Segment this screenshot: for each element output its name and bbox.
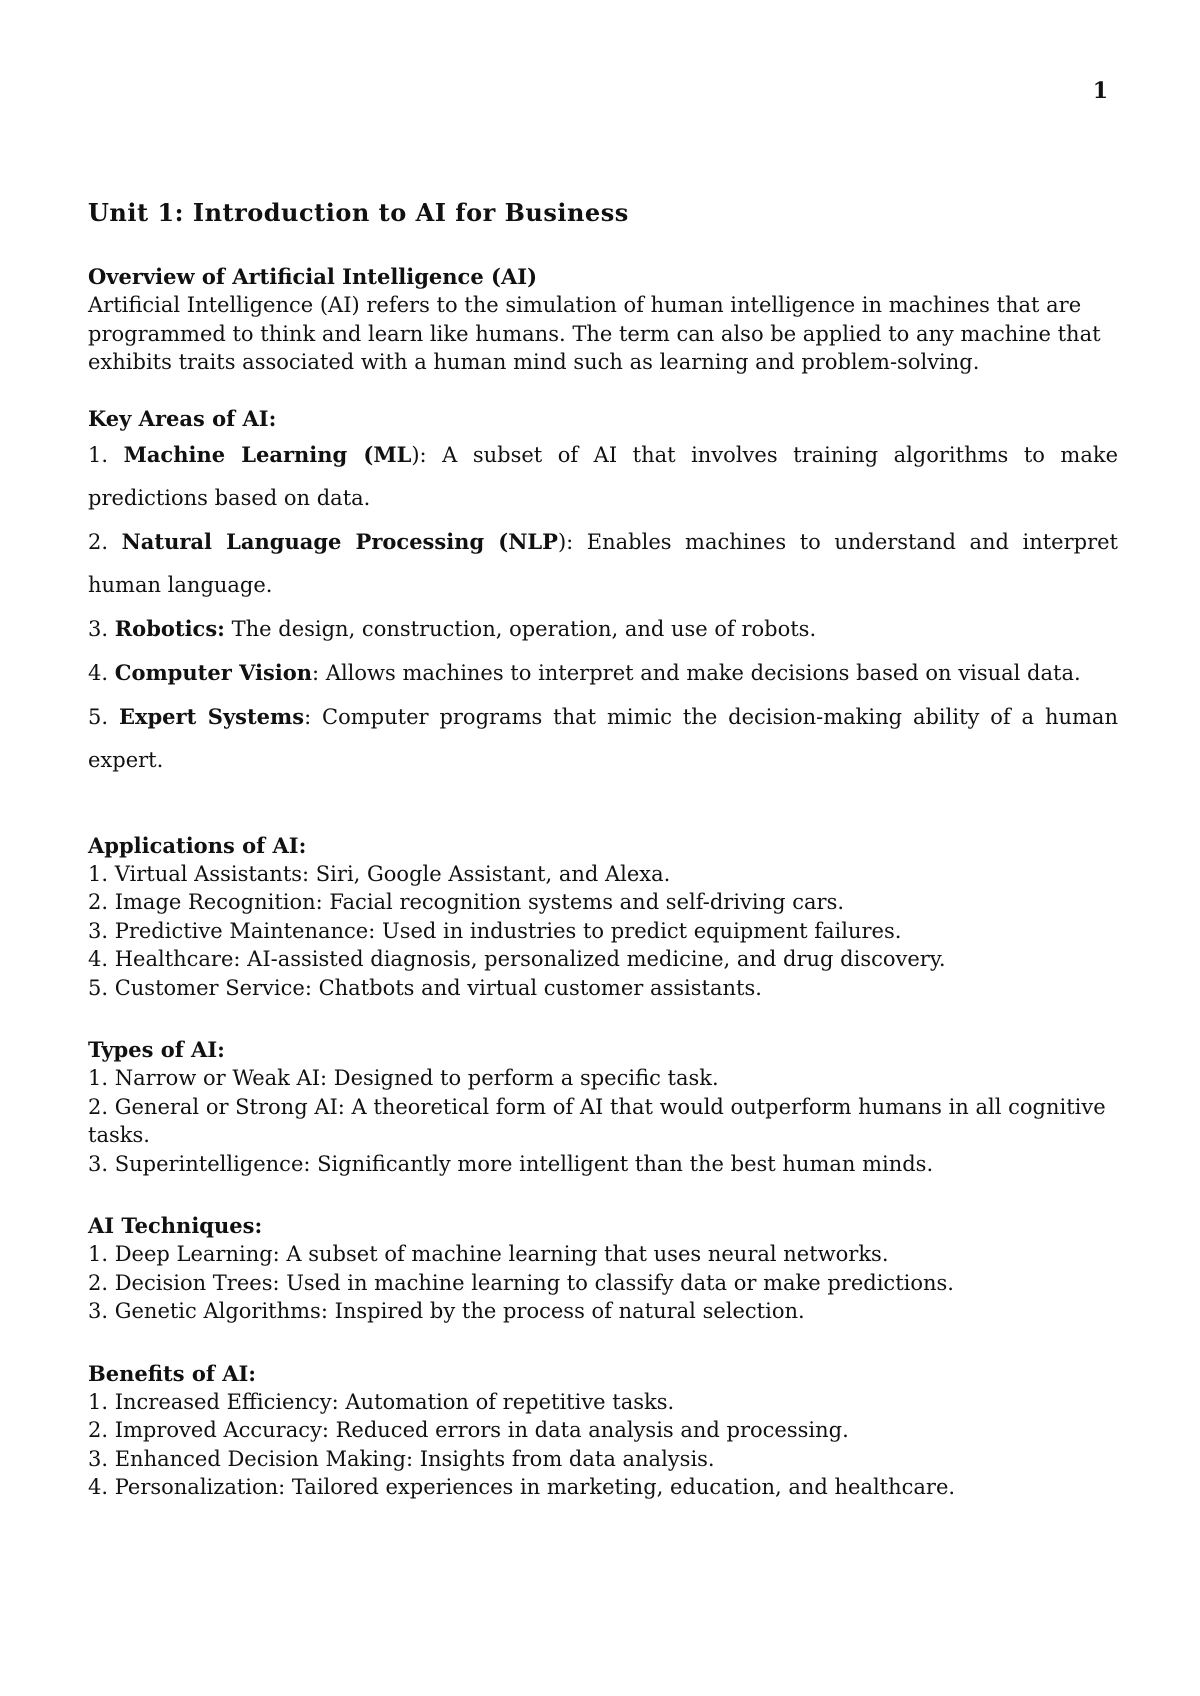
list-item: 1. Increased Efficiency: Automation of repetitive tasks. xyxy=(88,1389,675,1414)
list-item: 1. Virtual Assistants: Siri, Google Assistant, and Alexa. xyxy=(88,861,671,886)
key-area-item xyxy=(88,520,1118,607)
key-area-term: Expert Systems xyxy=(118,703,305,729)
key-area-description: Enables machines to understand and interpret human language. xyxy=(88,529,1119,597)
list-item: 5. Customer Service: Chatbots and virtual customer assistants. xyxy=(88,975,762,1000)
key-area-term: Robotics: xyxy=(114,615,225,641)
key-area-number: 4. xyxy=(88,660,109,685)
techniques-section xyxy=(88,1212,1118,1326)
overview-section xyxy=(88,263,1118,377)
page-number: 1 xyxy=(1092,78,1108,104)
list-item: 2. Image Recognition: Facial recognition systems and self-driving cars. xyxy=(88,890,845,914)
key-area-description: Computer programs that mimic the decision-making ability of a human expert. xyxy=(88,704,1118,772)
key-area-separator: : xyxy=(312,660,320,685)
key-area-number: 2. xyxy=(88,529,109,554)
key-area-separator: : xyxy=(304,704,312,729)
key-area-description: The design, construction, operation, and use of robots. xyxy=(224,616,817,641)
key-area-item xyxy=(88,433,1118,520)
list-item: 3. Genetic Algorithms: Inspired by the process of natural selection. xyxy=(88,1299,805,1323)
key-area-number: 5. xyxy=(88,704,109,729)
list-item: 2. General or Strong AI: A theoretical form of AI that would outperform humans in all cognitive tasks. xyxy=(88,1094,1106,1147)
list-item: 2. Decision Trees: Used in machine learning to classify data or make predictions. xyxy=(88,1270,954,1295)
key-area-number: 1. xyxy=(88,442,109,467)
list-item: 3. Enhanced Decision Making: Insights from data analysis. xyxy=(88,1446,715,1471)
list-item: 3. Predictive Maintenance: Used in industries to predict equipment failures. xyxy=(88,918,902,943)
key-areas-heading: Key Areas of AI: xyxy=(88,405,277,431)
list-item: 3. Superintelligence: Significantly more intelligent than the best human minds. xyxy=(88,1151,934,1176)
types-section xyxy=(88,1036,1118,1178)
key-areas-section xyxy=(88,405,1118,782)
list-item: 1. Deep Learning: A subset of machine learning that uses neural networks. xyxy=(88,1242,889,1266)
key-area-term: Machine Learning (ML xyxy=(123,441,412,467)
key-area-separator: ): xyxy=(411,442,427,467)
key-area-term: Computer Vision xyxy=(114,659,313,685)
key-area-term: Natural Language Processing (NLP xyxy=(121,528,558,554)
key-area-description: A subset of AI that involves training algorithms to make predictions based on data. xyxy=(88,442,1118,510)
key-area-separator: ): xyxy=(557,529,574,554)
overview-text: Artificial Intelligence (AI) refers to the simulation of human intelligence in machines that are programmed to think and learn like humans. The term can also be applied to any machine that exhibits traits associated with a human mind such as learning and problem-solving. xyxy=(88,293,1101,374)
key-area-description: Allows machines to interpret and make decisions based on visual data. xyxy=(319,660,1081,685)
applications-section xyxy=(88,832,1118,1003)
list-item: 4. Healthcare: AI-assisted diagnosis, personalized medicine, and drug discovery. xyxy=(88,947,946,971)
benefits-heading: Benefits of AI: xyxy=(88,1360,257,1386)
benefits-section xyxy=(88,1360,1118,1502)
document-body xyxy=(88,198,1118,1502)
techniques-heading: AI Techniques: xyxy=(88,1213,263,1238)
key-area-item xyxy=(88,651,1118,695)
list-item: 1. Narrow or Weak AI: Designed to perform a specific task. xyxy=(88,1066,719,1090)
types-heading: Types of AI: xyxy=(88,1037,225,1062)
unit-title: Unit 1: Introduction to AI for Business xyxy=(88,198,629,227)
applications-heading: Applications of AI: xyxy=(88,832,307,858)
list-item: 4. Personalization: Tailored experiences in marketing, education, and healthcare. xyxy=(88,1475,956,1499)
key-area-number: 3. xyxy=(88,616,109,641)
key-area-item xyxy=(88,607,1118,651)
key-area-item xyxy=(88,695,1118,782)
list-item: 2. Improved Accuracy: Reduced errors in data analysis and processing. xyxy=(88,1418,849,1442)
overview-heading: Overview of Artificial Intelligence (AI) xyxy=(88,264,538,289)
